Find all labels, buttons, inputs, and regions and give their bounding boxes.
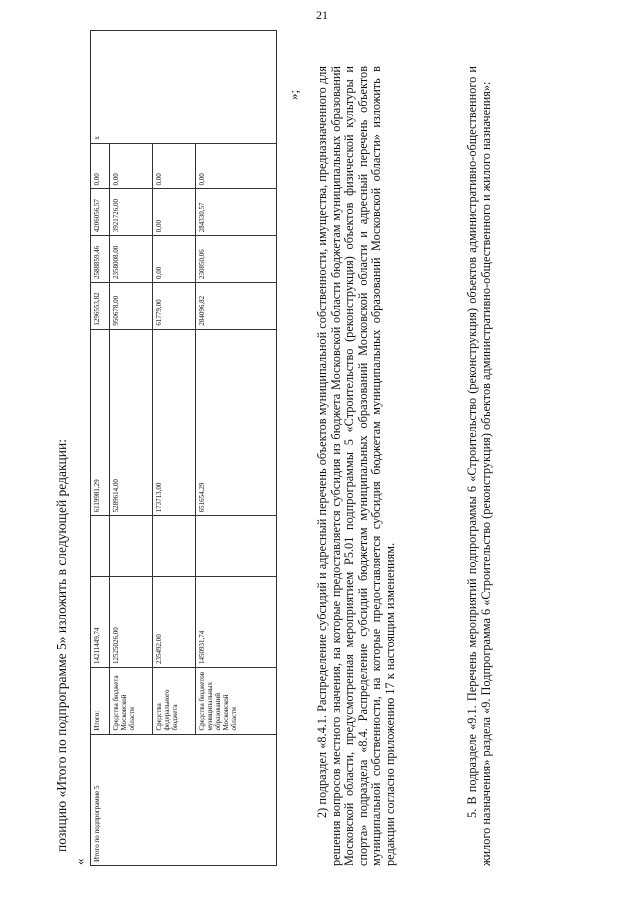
- year3-cell: 2588859,46: [91, 236, 110, 283]
- year3-cell: 0,00: [153, 236, 196, 283]
- paragraph-5: [466, 66, 493, 866]
- source-cell: Итого:: [91, 668, 110, 735]
- source-cell: Средства федерального бюджета: [153, 668, 196, 735]
- source-cell: Средства бюджетов муниципальных образований Московской области: [196, 668, 277, 735]
- year1-cell: 5289614,00: [110, 329, 153, 516]
- year5-cell: 0,00: [110, 143, 153, 189]
- total-cell: 12525026,00: [110, 577, 153, 668]
- empty-cell: [91, 516, 110, 577]
- paragraph-5-text: 5. В подразделе «9.1. Перечень мероприятий подпрограммы 6 «Строительство (реконструкция) объектов административно-общественного и жилого назначения» раздела «9. Подпрограмма 6 «Строительство (реконструкция) объектов административно-общественного и жилого назначения»:: [465, 66, 493, 866]
- executor-cell: х: [91, 31, 277, 144]
- year4-cell: 0,00: [153, 189, 196, 236]
- table-row: [91, 31, 110, 866]
- year3-cell: 2358008,00: [110, 236, 153, 283]
- year2-cell: 950678,00: [110, 282, 153, 329]
- year4-cell: 3921726,00: [110, 189, 153, 236]
- opening-quote: «: [72, 858, 87, 865]
- empty-cell: [153, 516, 196, 577]
- year1-cell: 6119981,29: [91, 329, 110, 516]
- source-cell: Средства бюджета Московской области: [110, 668, 153, 735]
- year4-cell: 4206056,57: [91, 189, 110, 236]
- year1-cell: 173713,00: [153, 329, 196, 516]
- total-cell: 14211449,74: [91, 577, 110, 668]
- paragraph-2: [316, 66, 398, 866]
- closing-quote: »;: [286, 89, 301, 100]
- year4-cell: 284330,57: [196, 189, 277, 236]
- year2-cell: 61779,00: [153, 282, 196, 329]
- year2-cell: 1296553,82: [91, 282, 110, 329]
- year2-cell: 284096,82: [196, 282, 277, 329]
- total-cell: 235492,00: [153, 577, 196, 668]
- rotated-content: [24, 30, 624, 890]
- page-number: 21: [316, 8, 328, 22]
- total-cell: 1450931,74: [196, 577, 277, 668]
- empty-cell: [110, 516, 153, 577]
- section-caption: позицию «Итого по подпрограмме 5» изложить в следующей редакции:: [54, 439, 69, 852]
- year5-cell: 0,00: [153, 143, 196, 189]
- row-label-cell: Итого по подпрограмме 5: [91, 734, 277, 865]
- year3-cell: 230850,06: [196, 236, 277, 283]
- paragraph-2-text: 2) подраздел «8.4.1. Распределение субсидий и адресный перечень объектов муниципальной собственности, имущества, предназначенного для решения вопросов местного значения, на которые предоставляется субсидия из бюджета Московской области бюджетам муниципальных образований Московской области, предусмотренная мероприятием Р5.01 подпрограммы 5 «Строительство (реконструкция) объектов физической культуры и спорта» подраздела «8.4. Распределение субсидий бюджетам муниципальных образований Московской области и адресный перечень объектов муниципальной собственности, на которые предоставляется субсидия бюджетам муниципальных образований Московской области» изложить в редакции согласно приложению 17 к настоящим изменениям.: [315, 66, 397, 866]
- budget-table: [90, 30, 277, 866]
- empty-cell: [196, 516, 277, 577]
- year1-cell: 651654,29: [196, 329, 277, 516]
- year5-cell: 0,00: [91, 143, 110, 189]
- year5-cell: 0,00: [196, 143, 277, 189]
